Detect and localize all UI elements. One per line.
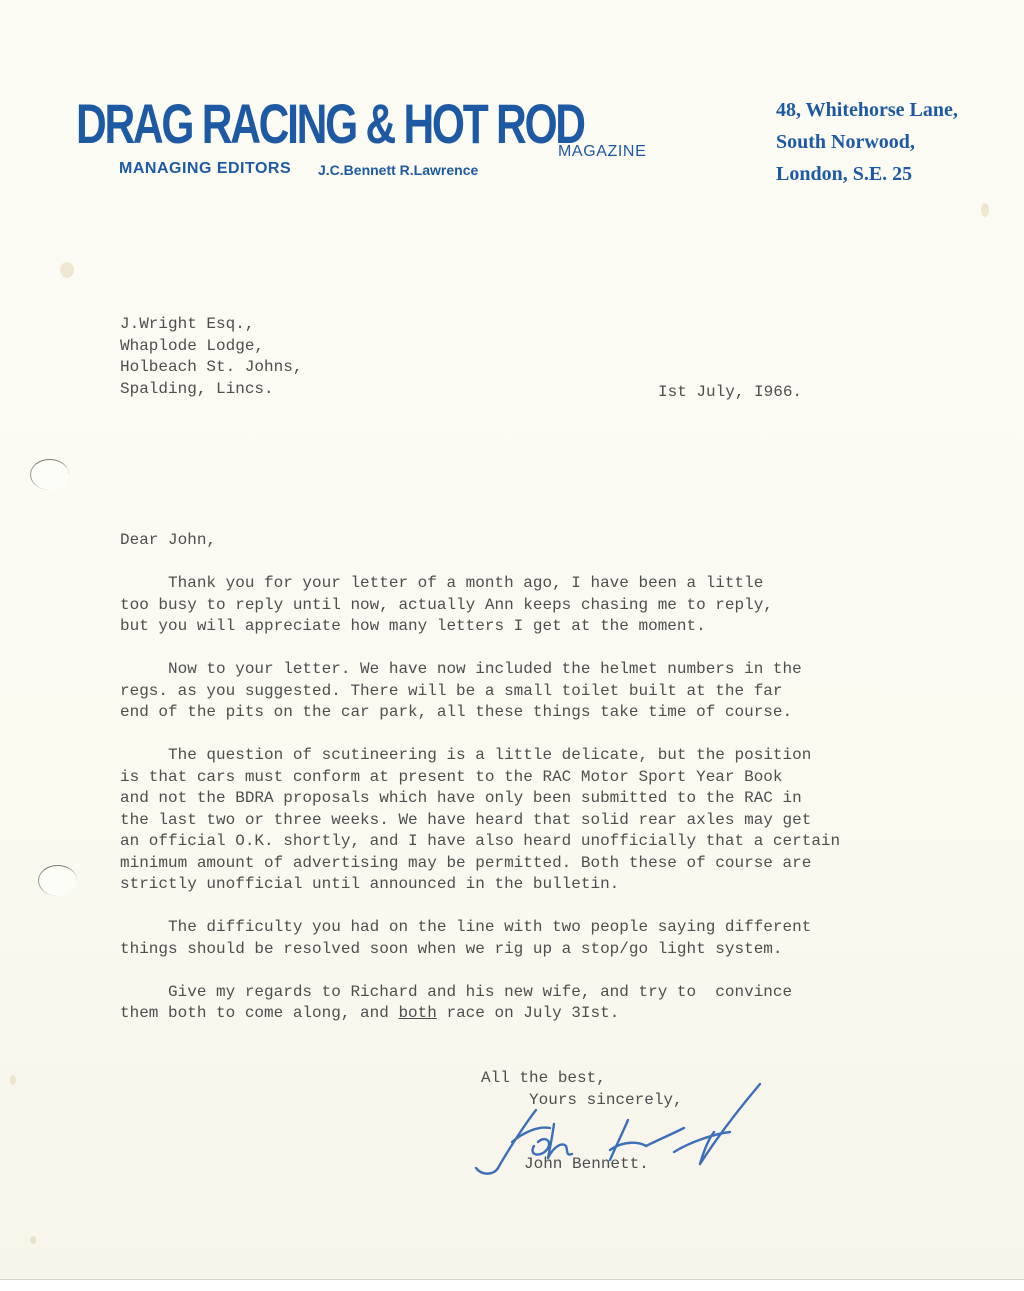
body-line: an official O.K. shortly, and I have also heard unofficially that a certain bbox=[120, 832, 841, 850]
editors-names: J.C.Bennett R.Lawrence bbox=[318, 162, 479, 178]
paper-stain bbox=[981, 203, 989, 217]
body-text-segment: them both to come along, and bbox=[120, 1004, 399, 1022]
paper-stain bbox=[30, 1236, 36, 1244]
body-line: things should be resolved soon when we rig up a stop/go light system. bbox=[120, 939, 783, 958]
body-line: Thank you for your letter of a month ago, I have been a little bbox=[120, 574, 764, 592]
body-line: The question of scutineering is a little delicate, but the position bbox=[120, 746, 812, 764]
body-paragraph bbox=[120, 982, 840, 1025]
signer-name: John Bennett. bbox=[524, 1155, 649, 1173]
body-line: regs. as you suggested. There will be a small toilet built at the far bbox=[120, 681, 783, 700]
body-line: and not the BDRA proposals which have only been submitted to the RAC in bbox=[120, 789, 802, 807]
body-line: strictly unofficial until announced in the bulletin. bbox=[120, 875, 620, 893]
underlined-word: both bbox=[398, 1004, 437, 1022]
closing-line: Yours sincerely, bbox=[481, 1090, 683, 1109]
punch-hole bbox=[30, 459, 69, 490]
letter-body bbox=[120, 573, 840, 1046]
sender-address bbox=[776, 94, 958, 190]
body-paragraph bbox=[120, 573, 840, 638]
recipient-line: Whaplode Lodge, bbox=[120, 336, 265, 355]
body-paragraph bbox=[120, 659, 840, 724]
recipient-line: J.Wright Esq., bbox=[120, 315, 255, 333]
address-line: London, S.E. 25 bbox=[776, 163, 913, 185]
managing-editors-label: MANAGING EDITORS bbox=[119, 160, 292, 177]
body-line: The difficulty you had on the line with two people saying different bbox=[120, 918, 812, 936]
body-paragraph bbox=[120, 917, 840, 960]
body-line: end of the pits on the car park, all these things take time of course. bbox=[120, 703, 793, 721]
body-line: minimum amount of advertising may be permitted. Both these of course are bbox=[120, 853, 812, 872]
paper-stain bbox=[60, 262, 74, 278]
paper-stain bbox=[10, 1075, 16, 1085]
page-bottom-edge bbox=[0, 1279, 1024, 1291]
body-line: is that cars must conform at present to the RAC Motor Sport Year Book bbox=[120, 767, 783, 786]
recipient-address bbox=[120, 314, 302, 400]
recipient-line: Holbeach St. Johns, bbox=[120, 358, 303, 376]
body-line: Give my regards to Richard and his new wife, and try to convince bbox=[120, 982, 793, 1001]
salutation: Dear John, bbox=[120, 531, 217, 549]
magazine-label: MAGAZINE bbox=[558, 143, 647, 160]
recipient-line: Spalding, Lincs. bbox=[120, 379, 274, 398]
body-paragraph bbox=[120, 745, 840, 896]
body-line: Now to your letter. We have now included the helmet numbers in the bbox=[120, 660, 802, 678]
body-line: the last two or three weeks. We have heard that solid rear axles may get bbox=[120, 810, 812, 829]
body-line bbox=[120, 1003, 840, 1025]
letter-date: Ist July, I966. bbox=[658, 383, 803, 401]
closing-line: All the best, bbox=[481, 1069, 606, 1087]
address-line: South Norwood, bbox=[776, 131, 915, 153]
masthead-title: DRAG RACING & HOT ROD bbox=[76, 92, 584, 155]
body-text-segment: race on July 3Ist. bbox=[436, 1004, 620, 1022]
body-line: too busy to reply until now, actually Ann keeps chasing me to reply, bbox=[120, 595, 773, 614]
address-line: 48, Whitehorse Lane, bbox=[776, 99, 958, 121]
punch-hole bbox=[38, 865, 77, 896]
body-line: but you will appreciate how many letters I get at the moment. bbox=[120, 617, 706, 635]
